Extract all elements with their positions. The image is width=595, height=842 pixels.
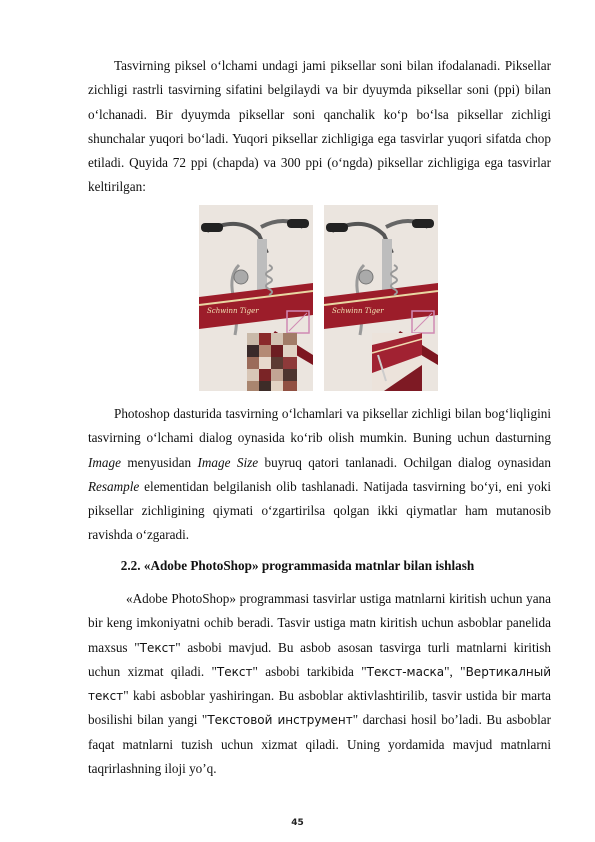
paragraph-text: ", ": [444, 663, 466, 679]
frame-brand-text: Schwinn Tiger: [332, 307, 384, 315]
paragraph-text: menyusidan: [120, 454, 198, 470]
figure-ppi-comparison: [199, 205, 439, 391]
paragraph-pixel-density: [88, 54, 551, 200]
section-heading: 2.2. «Adobe PhotoShop» programmasida matnlar bilan ishlash: [120, 558, 475, 573]
paragraph-text: Tasvirning piksel o‘lchami undagi jami piksellar soni bilan ifodalanadi. Piksellar zichligi rastrli tasvirning sifatini belgilaydi va bir dyuymda piksellar soni (ppi) bilan o‘lchanadi. Bir dyuymda piksellar soni qanchalik ko‘p bo‘lsa piksellar zichligi shunchalar yuqori bo‘ladi. Yuqori piksellar zichligiga ega tasvirlar yuqori sifatda chop etiladi. Quyida 72 ppi (chapda) va 300 ppi (o‘ngda) piksellar zichligiga ega tasvirlar keltirilgan:: [88, 58, 551, 195]
menu-name-image: Image: [88, 454, 121, 470]
zoom-inset-smooth: [372, 333, 422, 391]
zoom-inset-pixelated: [247, 333, 297, 391]
tool-name-text: Текст: [139, 640, 176, 655]
paragraph-text: " asbobi tarkibida ": [252, 663, 367, 679]
tool-name-text: Текст: [216, 664, 253, 679]
paragraph-text: " asbobi mavjud. Bu asbob asosan tasvirga turli matnlarni kiritish uchun xizmat qiladi. ": [88, 639, 551, 679]
tool-name-vertical-text: Вертикалный текст: [88, 664, 551, 704]
paragraph-text: buyruq qatori tanlanadi. Ochilgan dialog oynasidan: [258, 454, 552, 470]
frame-brand-text: Schwinn Tiger: [207, 307, 259, 315]
paragraph-text: " darchasi hosil bo’ladi. Bu asboblar faqat matnlarni tuzish uchun xizmat qiladi. Uning yordamida mavjud matnlarni taqrirlashning iloji yo’q.: [88, 712, 551, 777]
paragraph-text: " kabi asboblar yashiringan. Bu asboblar aktivlashtirilib, tasvir ustida bir marta bosilishi bilan yangi ": [88, 688, 551, 728]
tool-name-text-mask: Текст-маска: [366, 664, 445, 679]
command-name-image-size: Image Size: [197, 454, 259, 470]
tool-name-text-instrument: Текстовой инструмент: [207, 713, 353, 728]
option-name-resample: Resample: [88, 478, 140, 494]
paragraph-text: elementidan belgilanish olib tashlanadi. Natijada tasvirning bo‘yi, eni yoki piksellar zichligining qiymati o‘zgartirilsa qolgan ikki qiymatlar ham mutanosib ravishda o‘zgaradi.: [88, 478, 551, 543]
paragraph-text: «Adobe PhotoShop» programmasi tasvirlar ustiga matnlarni kiritish uchun yana bir keng imkoniyatni ochib beradi. Tasvir ustiga matn kiritish uchun asboblar panelida maxsus ": [88, 591, 551, 655]
bicycle-photo-300ppi: [324, 205, 438, 391]
bicycle-photo-72ppi: [199, 205, 313, 391]
page-number: 45: [291, 818, 304, 828]
paragraph-text: Photoshop dasturida tasvirning o‘lchamlari va piksellar zichligi bilan bog‘liqligini tasvirning o‘lchami dialog oynasida ko‘rib olish mumkin. Buning uchun dasturning: [88, 406, 551, 446]
paragraph-image-size: [88, 402, 551, 548]
paragraph-text-tool: [88, 587, 551, 781]
